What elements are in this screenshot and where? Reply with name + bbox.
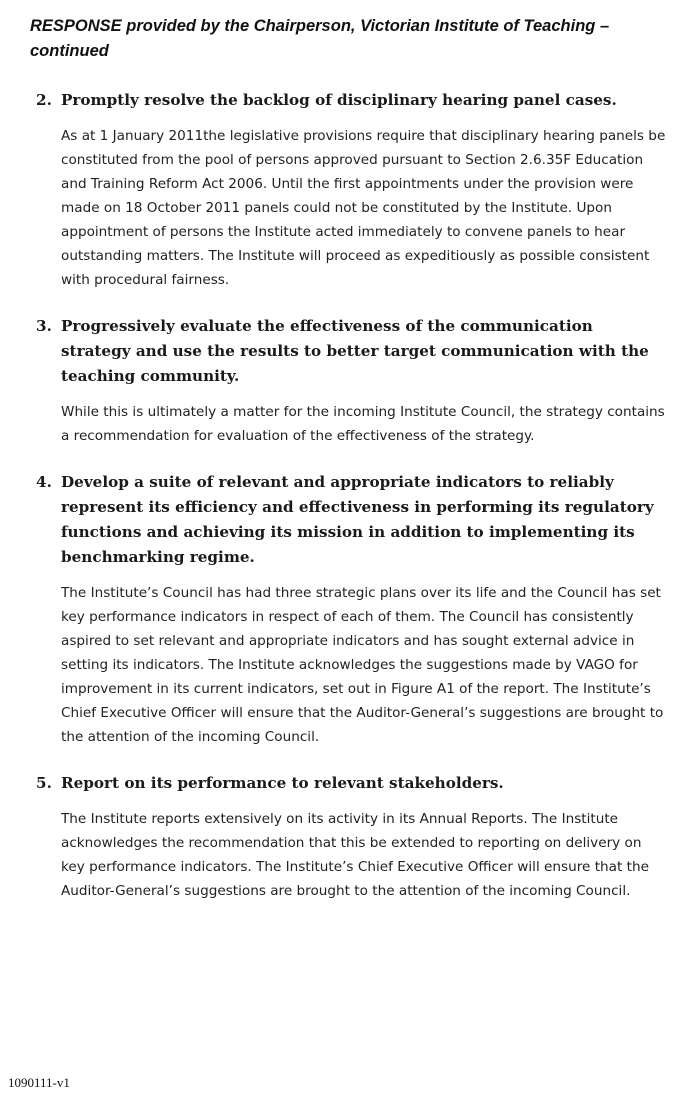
recommendation-number: 2. — [36, 91, 52, 109]
recommendation-item-2 — [36, 88, 666, 292]
response-paragraph: The Institute’s Council has had three strategic plans over its life and the Council has set key performance indicators in respect of each of them. The Council has consistently aspired to set relevant and appropriate indicators and has sought external advice in setting its indicators. The Institute acknowledges the suggestions made by VAGO for improvement in its current indicators, set out in Figure A1 of the report. The Institute’s Chief Executive Officer will ensure that the Auditor-General’s suggestions are brought to the attention of the incoming Council. — [61, 585, 664, 745]
recommendation-title: Promptly resolve the backlog of disciplinary hearing panel cases. — [61, 91, 617, 109]
recommendation-title: Develop a suite of relevant and appropriate indicators to reliably represent its efficiency and effectiveness in performing its regulatory functions and achieving its mission in addition to implementing its benchmarking regime. — [61, 473, 654, 566]
response-paragraph: As at 1 January 2011the legislative provisions require that disciplinary hearing panels be constituted from the pool of persons approved pursuant to Section 2.6.35F Education and Training Reform Act 2006. Until the first appointments under the provision were made on 18 October 2011 panels could not be constituted by the Institute. Upon appointment of persons the Institute acted immediately to convene panels to hear outstanding matters. The Institute will proceed as expeditiously as possible consistent with procedural fairness. — [61, 128, 666, 288]
recommendation-heading — [36, 88, 666, 113]
recommendation-title: Progressively evaluate the effectiveness of the communication strategy and use the results to better target communication with the teaching community. — [61, 317, 649, 385]
recommendations-list — [36, 88, 666, 925]
response-paragraph: The Institute reports extensively on its activity in its Annual Reports. The Institute acknowledges the recommendation that this be extended to reporting on delivery on key performance indicators. The Institute’s Chief Executive Officer will ensure that the Auditor-General’s suggestions are brought to the attention of the incoming Council. — [61, 811, 649, 899]
recommendation-number: 4. — [36, 473, 52, 491]
recommendation-heading — [36, 771, 666, 796]
recommendation-title: Report on its performance to relevant stakeholders. — [61, 774, 504, 792]
recommendation-heading — [36, 470, 666, 570]
response-paragraph: While this is ultimately a matter for the incoming Institute Council, the strategy contains a recommendation for evaluation of the effectiveness of the strategy. — [61, 404, 665, 444]
recommendation-number: 5. — [36, 774, 52, 792]
page-header: RESPONSE provided by the Chairperson, Victorian Institute of Teaching – continued — [30, 17, 610, 60]
document-reference: 1090111-v1 — [8, 1075, 70, 1090]
recommendation-item-4 — [36, 470, 666, 749]
recommendation-heading — [36, 314, 666, 389]
recommendation-number: 3. — [36, 317, 52, 335]
recommendation-item-3 — [36, 314, 666, 448]
recommendation-item-5 — [36, 771, 666, 903]
